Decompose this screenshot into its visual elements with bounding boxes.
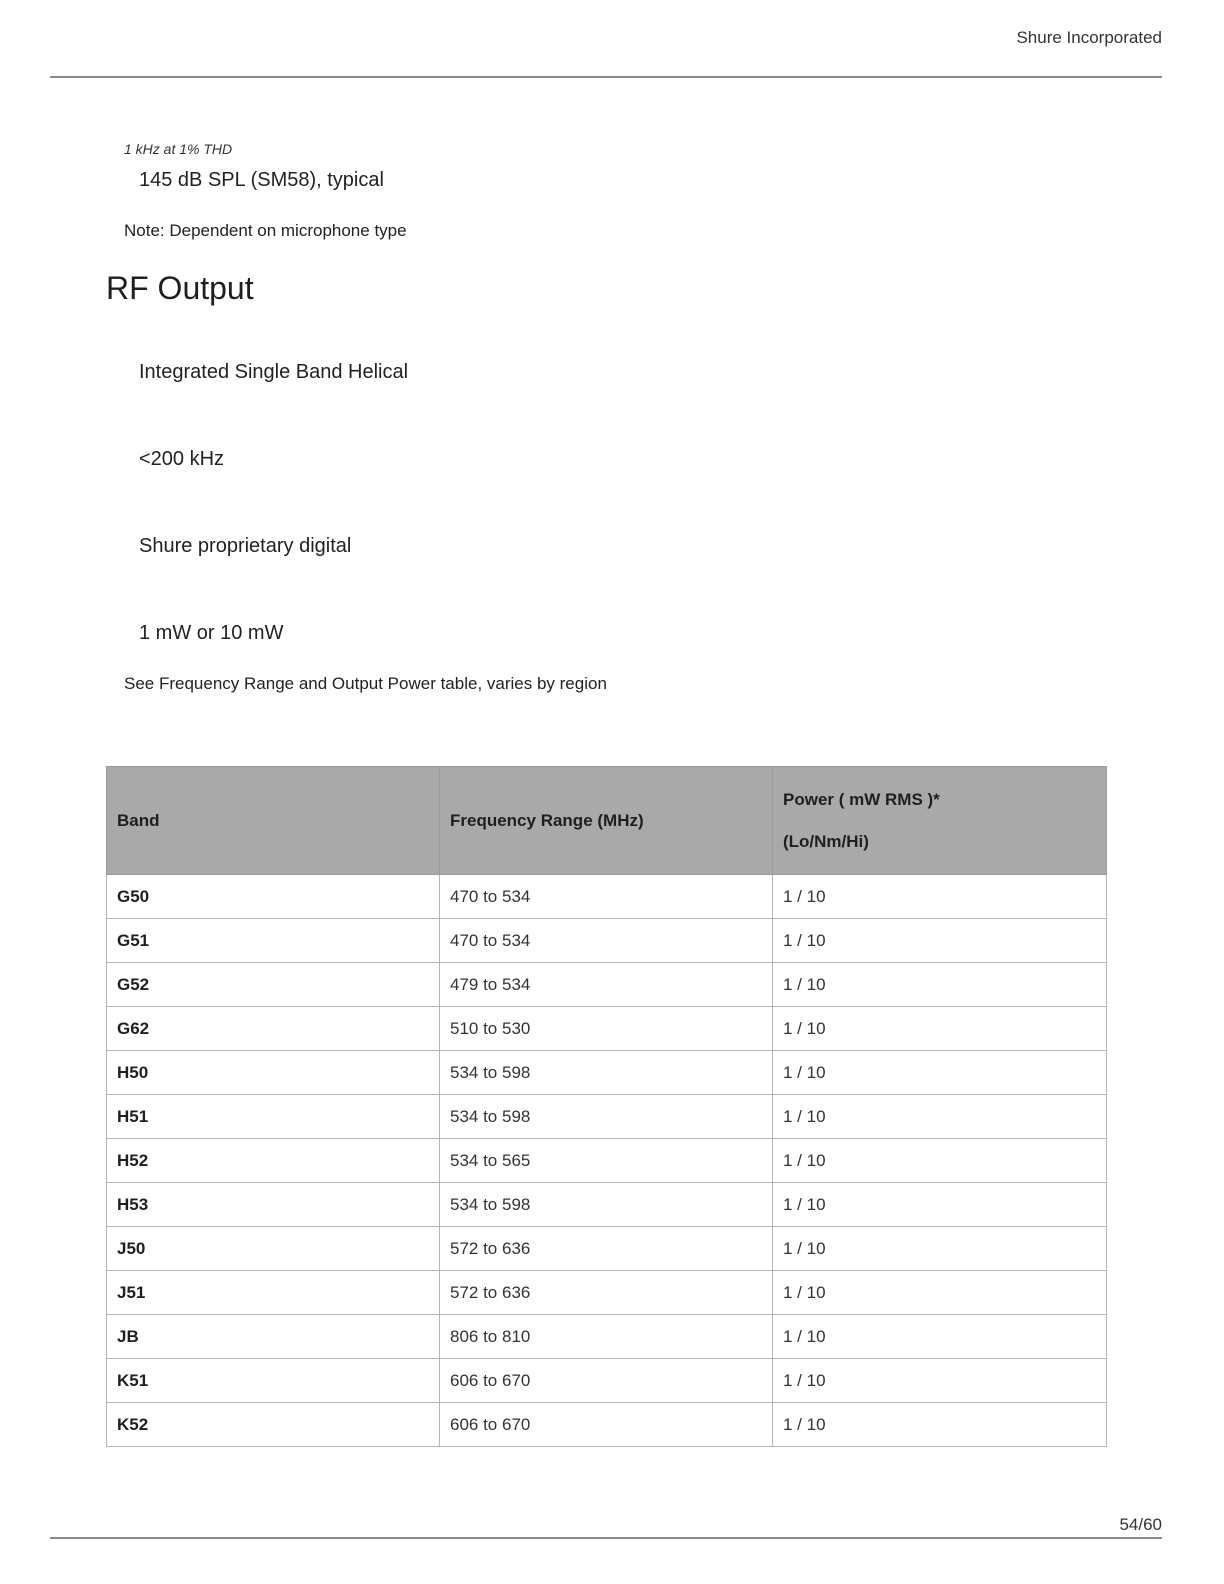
- power-cell: 1 / 10: [773, 919, 1107, 963]
- table-row: [107, 963, 1107, 1007]
- power-cell: 1 / 10: [773, 1095, 1107, 1139]
- table-row: [107, 1359, 1107, 1403]
- band-cell: K52: [107, 1403, 440, 1447]
- table-row: [107, 1051, 1107, 1095]
- frequency-power-table: [106, 766, 1107, 1447]
- table-row: [107, 1403, 1107, 1447]
- page-number: 54/60: [1119, 1515, 1162, 1534]
- power-cell: 1 / 10: [773, 1403, 1107, 1447]
- header-frequency-range: Frequency Range (MHz): [440, 767, 773, 875]
- frequency-cell: 572 to 636: [440, 1271, 773, 1315]
- modulation-type-value: Shure proprietary digital: [139, 535, 352, 557]
- band-cell: H52: [107, 1139, 440, 1183]
- band-cell: H53: [107, 1183, 440, 1227]
- table-row: [107, 875, 1107, 919]
- header-band: Band: [107, 767, 440, 875]
- header-power: [773, 767, 1107, 875]
- band-cell: H51: [107, 1095, 440, 1139]
- frequency-cell: 806 to 810: [440, 1315, 773, 1359]
- frequency-cell: 534 to 598: [440, 1183, 773, 1227]
- frequency-cell: 572 to 636: [440, 1227, 773, 1271]
- power-cell: 1 / 10: [773, 1139, 1107, 1183]
- table-row: [107, 919, 1107, 963]
- table-header-row: [107, 767, 1107, 875]
- band-cell: H50: [107, 1051, 440, 1095]
- table-row: [107, 1227, 1107, 1271]
- header-power-line2: (Lo/Nm/Hi): [783, 831, 869, 851]
- power-cell: 1 / 10: [773, 1183, 1107, 1227]
- band-cell: JB: [107, 1315, 440, 1359]
- table-row: [107, 1139, 1107, 1183]
- table-row: [107, 1007, 1107, 1051]
- frequency-cell: 606 to 670: [440, 1359, 773, 1403]
- rf-power-value: 1 mW or 10 mW: [139, 622, 284, 644]
- occupied-bandwidth-value: <200 kHz: [139, 448, 225, 470]
- band-cell: J51: [107, 1271, 440, 1315]
- band-cell: G62: [107, 1007, 440, 1051]
- power-cell: 1 / 10: [773, 1271, 1107, 1315]
- power-cell: 1 / 10: [773, 1227, 1107, 1271]
- band-cell: G52: [107, 963, 440, 1007]
- max-input-value: 145 dB SPL (SM58), typical: [139, 169, 384, 191]
- power-cell: 1 / 10: [773, 875, 1107, 919]
- frequency-cell: 479 to 534: [440, 963, 773, 1007]
- max-input-condition: 1 kHz at 1% THD: [124, 141, 233, 157]
- footer-divider: [50, 1537, 1162, 1539]
- frequency-cell: 534 to 598: [440, 1095, 773, 1139]
- table-row: [107, 1315, 1107, 1359]
- band-cell: G51: [107, 919, 440, 963]
- frequency-cell: 470 to 534: [440, 875, 773, 919]
- max-input-note: Note: Dependent on microphone type: [124, 221, 407, 240]
- frequency-cell: 534 to 565: [440, 1139, 773, 1183]
- power-cell: 1 / 10: [773, 1007, 1107, 1051]
- power-cell: 1 / 10: [773, 1359, 1107, 1403]
- table-row: [107, 1095, 1107, 1139]
- frequency-cell: 470 to 534: [440, 919, 773, 963]
- header-power-line1: Power ( mW RMS )*: [783, 789, 940, 809]
- header-divider: [50, 76, 1162, 78]
- frequency-cell: 534 to 598: [440, 1051, 773, 1095]
- header-company-name: Shure Incorporated: [1016, 28, 1162, 47]
- frequency-cell: 510 to 530: [440, 1007, 773, 1051]
- power-cell: 1 / 10: [773, 963, 1107, 1007]
- table-row: [107, 1271, 1107, 1315]
- band-cell: G50: [107, 875, 440, 919]
- section-title-rf-output: RF Output: [106, 270, 254, 306]
- power-cell: 1 / 10: [773, 1051, 1107, 1095]
- band-cell: K51: [107, 1359, 440, 1403]
- antenna-type-value: Integrated Single Band Helical: [139, 361, 409, 383]
- frequency-cell: 606 to 670: [440, 1403, 773, 1447]
- table-row: [107, 1183, 1107, 1227]
- rf-power-note: See Frequency Range and Output Power table, varies by region: [124, 674, 607, 693]
- table-body: [107, 875, 1107, 1447]
- band-cell: J50: [107, 1227, 440, 1271]
- power-cell: 1 / 10: [773, 1315, 1107, 1359]
